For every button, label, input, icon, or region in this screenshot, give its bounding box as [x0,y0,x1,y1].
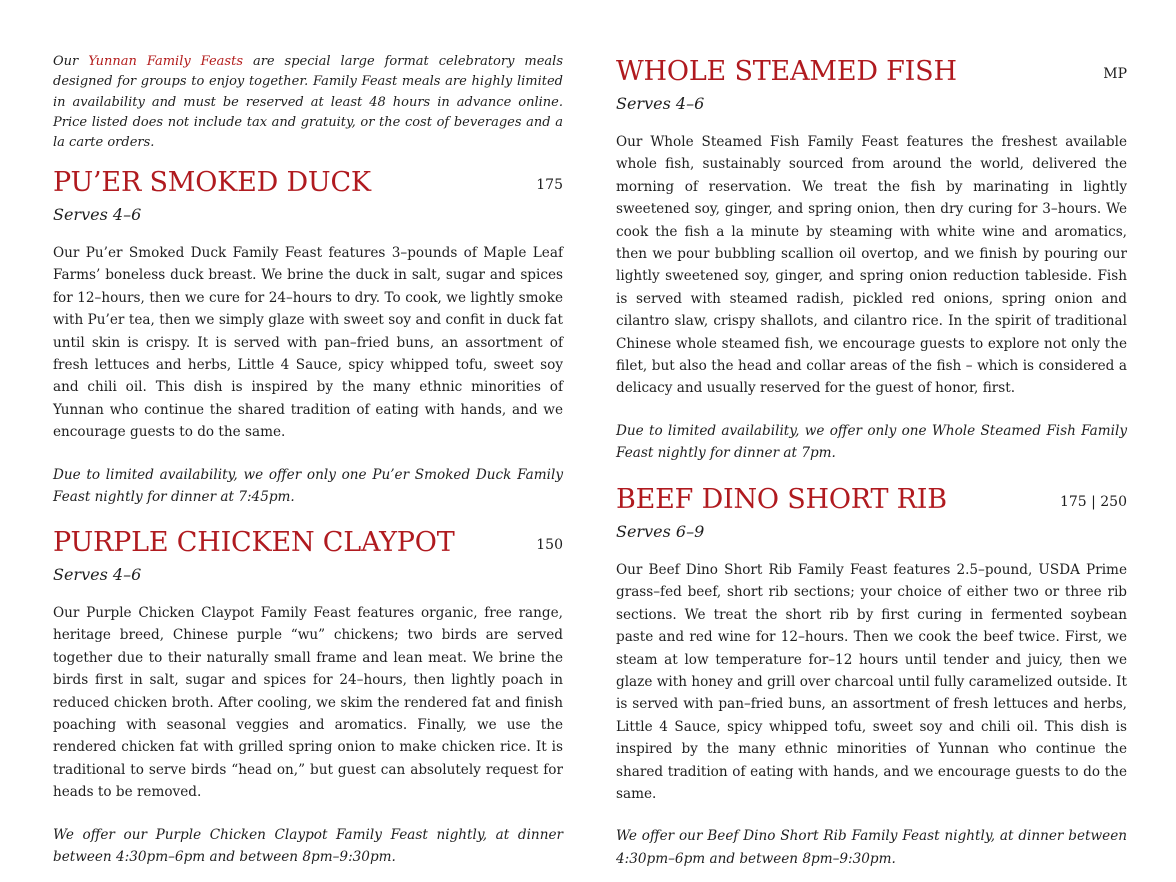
item-price: 175 [536,177,563,193]
item-description: Our Whole Steamed Fish Family Feast features the freshest available whole fish, sustainably sourced from around the world, delivered the morning of reservation. We treat the fish by marinating in lightly sweetened soy, ginger, and spring onion, then dry curing for 3–hours. We cook the fish a la minute by steaming with white wine and aromatics, then we pour bubbling scallion oil overtop, and we finish by pouring our lightly sweetened soy, ginger, and spring onion reduction tableside. Fish is served with steamed radish, pickled red onions, spring onion and cilantro slaw, crispy shallots, and cilantro rice. In the spirit of traditional Chinese whole steamed fish, we encourage guests to explore not only the filet, but also the head and collar areas of the fish – which is considered a delicacy and usually reserved for the guest of honor, first. [616,134,1127,397]
menu-item-beef-dino-short-rib [616,483,1127,870]
intro-paragraph [53,52,563,153]
item-header [616,483,1127,517]
item-header [53,526,563,560]
intro-brand-name: Yunnan Family Feasts [88,54,243,69]
item-title: PURPLE CHICKEN CLAYPOT [53,527,455,558]
item-header [616,55,1127,89]
item-serves: Serves 4–6 [53,205,142,224]
item-title: BEEF DINO SHORT RIB [616,484,947,515]
item-serves: Serves 4–6 [53,565,142,584]
item-title: WHOLE STEAMED FISH [616,56,957,87]
menu-item-purple-chicken-claypot [53,526,563,868]
item-availability-note: We offer our Beef Dino Short Rib Family Feast nightly, at dinner between 4:30pm–6pm and between 8pm–9:30pm. [616,828,1127,867]
item-availability-note: Due to limited availability, we offer only one Whole Steamed Fish Family Feast nightly for dinner at 7pm. [616,422,1127,462]
item-header [53,166,563,200]
item-price: MP [1103,66,1127,82]
item-availability-note: Due to limited availability, we offer only one Pu’er Smoked Duck Family Feast nightly for dinner at 7:45pm. [53,466,563,506]
item-price: 175 | 250 [1059,494,1127,510]
intro-prefix: Our [53,54,89,69]
item-description: Our Pu’er Smoked Duck Family Feast features 3–pounds of Maple Leaf Farms’ boneless duck breast. We brine the duck in salt, sugar and spices for 12–hours, then we cure for 24–hours to dry. To cook, we lightly smoke with Pu’er tea, then we simply glaze with sweet soy and confit in duck fat until skin is crispy. It is served with pan–fried buns, an assortment of fresh lettuces and herbs, Little 4 Sauce, spicy whipped tofu, sweet soy and chili oil. This dish is inspired by the many ethnic minorities of Yunnan who continue the shared tradition of eating with hands, and we encourage guests to do the same. [53,245,563,441]
item-description: Our Purple Chicken Claypot Family Feast features organic, free range, heritage breed, Chinese purple “wu” chickens; two birds are served together due to their naturally small frame and lean meat. We brine the birds first in salt, sugar and spices for 24–hours, then lightly poach in reduced chicken broth. After cooling, we skim the rendered fat and finish poaching with seasonal veggies and aromatics. Finally, we use the rendered chicken fat with grilled spring onion to make chicken rice. It is traditional to serve birds “head on,” but guest can absolutely request for heads to be removed. [53,605,563,801]
item-title: PU’ER SMOKED DUCK [53,167,371,198]
item-description: Our Beef Dino Short Rib Family Feast features 2.5–pound, USDA Prime grass–fed beef, short rib sections; your choice of either two or three rib sections. We treat the short rib by first curing in fermented soybean paste and red wine for 12–hours. Then we cook the beef twice. First, we steam at low temperature for–12 hours until tender and juicy, then we glaze with honey and grill over charcoal until fully caramelized outside. It is served with pan–fried buns, an assortment of fresh lettuces and herbs, Little 4 Sauce, spicy whipped tofu, sweet soy and chili oil. This dish is inspired by the many ethnic minorities of Yunnan who continue the shared tradition of eating with hands, and we encourage guests to do the same. [616,562,1127,803]
item-availability-note: We offer our Purple Chicken Claypot Family Feast nightly, at dinner between 4:30pm–6pm and between 8pm–9:30pm. [53,826,563,866]
intro-suffix: are special large format celebratory meals designed for groups to enjoy together. Family Feast meals are highly limited in availability and must be reserved at least 48 hours in advance online. Price listed does not include tax and gratuity, or the cost of beverages and a la carte orders. [53,54,563,151]
menu-item-puer-smoked-duck [53,166,563,508]
item-serves: Serves 6–9 [616,522,705,541]
item-price: 150 [536,537,563,553]
item-serves: Serves 4–6 [616,94,705,113]
menu-item-whole-steamed-fish [616,55,1127,465]
